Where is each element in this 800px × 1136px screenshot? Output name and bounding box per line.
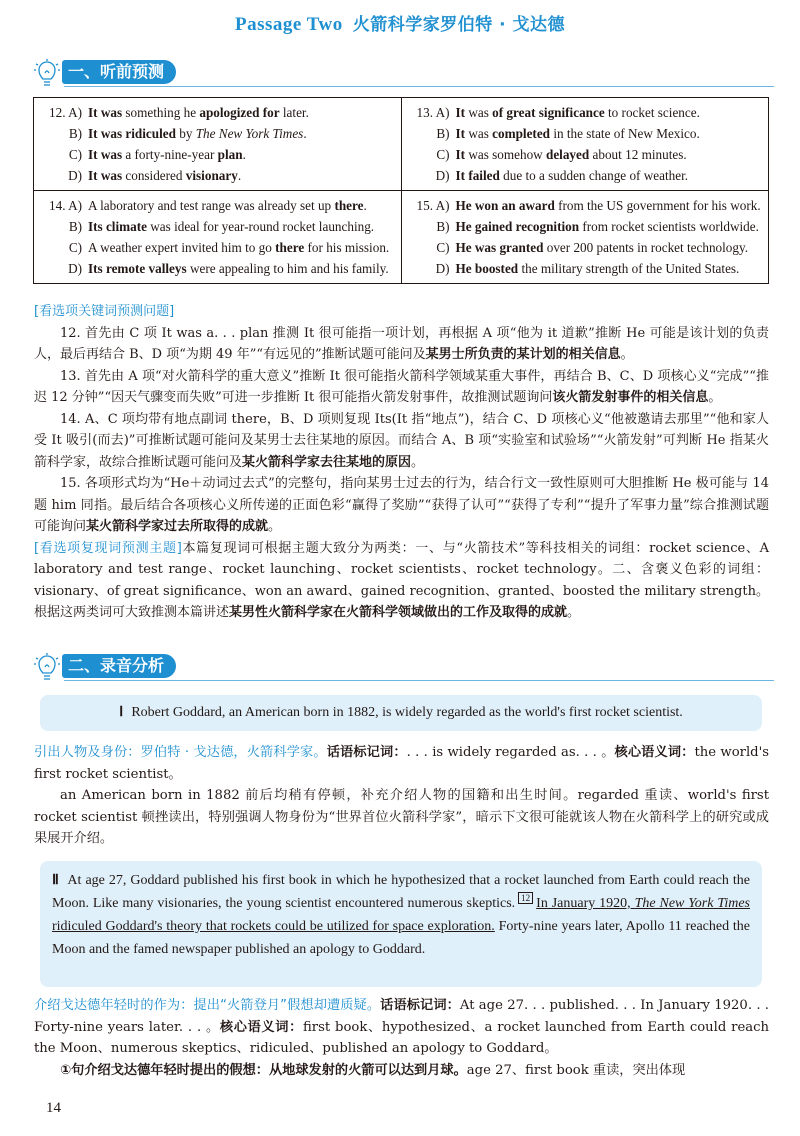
section-header-prediction xyxy=(34,58,774,88)
options-table xyxy=(33,97,769,284)
section-divider xyxy=(64,680,774,681)
recording-analysis-2: 介绍戈达德年轻时的作为：提出“火箭登月”假想却遭质疑。话语标记词：At age 27. . . published. . . In January 1920. . . Forty-nine years later. . . 。核心语义词：first book、hypothesized、a rocket launched from Earth could reach the Moon、numerous skeptics、ridiculed、published an apology to Goddard。 ①句介绍戈达德年轻时提出的假想：从地球发射的火箭可以达到月球。age 27、first book 重读，突出体现 xyxy=(34,998,770,1078)
analysis-block xyxy=(34,301,769,624)
question-13-cell xyxy=(401,98,769,191)
transcript-box-2: Ⅱ At age 27, Goddard published his first book in which he hypothesized that a rocket launched from Earth could reach the Moon. Like many visionaries, the young scientist encountered numerous skeptics. 12 In January 1920, The New York Times ridiculed Goddard's theory that rockets could be utilized for space exploration. Forty-nine years later, Apollo 11 reached the Moon and the famed newspaper published an apology to Goddard. xyxy=(40,861,762,987)
option-12b: B) It was ridiculed by The New York Times. xyxy=(68,126,307,141)
option-13d: D) It failed due to a sudden change of weather. xyxy=(435,168,689,183)
lightbulb-icon xyxy=(34,58,60,88)
option-14a: 14. A) A laboratory and test range was already set up there. xyxy=(49,198,367,213)
option-15a: 15. A) He won an award from the US government for his work. xyxy=(416,198,761,213)
analysis-theme: [看选项复现词预测主题]本篇复现词可根据主题大致分为两类：一、与“火箭技术”等科技相关的词组：rocket science、A laboratory and test range、rocket launching、rocket scientists、rocket technology。二、含褒义色彩的词组：visionary、of great significance、won an award、gained recognition、granted、boosted the military strength。根据这两类词可大致推测本篇讲述某男性火箭科学家在火箭科学领域做出的工作及取得的成就。 xyxy=(34,540,769,620)
question-15-cell xyxy=(401,191,769,284)
section-divider xyxy=(64,86,774,87)
section-label: 二、录音分析 xyxy=(62,654,176,678)
option-14b: B) Its climate was ideal for year-round rocket launching. xyxy=(68,219,375,234)
question-12-cell xyxy=(34,98,402,191)
option-13b: B) It was completed in the state of New Mexico. xyxy=(436,126,700,141)
recording-analysis-1: 引出人物及身份：罗伯特 · 戈达德，火箭科学家。话语标记词：. . . is widely regarded as. . . 。核心语义词：the world's first rocket scientist。 an American born in 1882 前后均稍有停顿，补充介绍人物的国籍和出生时间。regarded 重读、world's first rocket scientist 顿挫读出，特别强调人物身份为“世界首位火箭科学家”，暗示下文很可能就该人物在火箭科学上的研究或成果展开介绍。 xyxy=(34,745,769,846)
section-header-recording xyxy=(34,652,774,682)
option-14d: D) Its remote valleys were appealing to him and his family. xyxy=(68,261,389,276)
analysis-q14: 14. A、C 项均带有地点副词 there，B、D 项则复现 Its(It 指“地点”)，结合 C、D 项核心义“他被邀请去那里”“他和家人受 It 吸引(而去)”可推断试题可能问及某男士去往某地的原因。而结合 A、B 项“实验室和试验场”“火箭发射”可判断 He 指某火箭科学家，故综合推断试题可能问及某火箭科学家去往某地的原因。 xyxy=(34,411,769,470)
option-14c: C) A weather expert invited him to go there for his mission. xyxy=(68,240,390,255)
title-english: Passage Two xyxy=(234,14,343,35)
option-12c: C) It was a forty-nine-year plan. xyxy=(68,147,246,162)
option-15b: B) He gained recognition from rocket scientists worldwide. xyxy=(436,219,759,234)
question-marker-12: 12 xyxy=(518,892,533,904)
transcript-box-1: Ⅰ Robert Goddard, an American born in 1882, is widely regarded as the world's first rocket scientist. xyxy=(40,695,762,731)
page-number: 14 xyxy=(46,1100,61,1116)
lightbulb-icon xyxy=(34,652,60,682)
option-15d: D) He boosted the military strength of the United States. xyxy=(435,261,740,276)
option-15c: C) He was granted over 200 patents in rocket technology. xyxy=(436,240,749,255)
analysis-q12: 12. 首先由 C 项 It was a. . . plan 推测 It 很可能指一项计划，再根据 A 项“他为 it 道歉”推断 He 可能是该计划的负责人，最后再结合 B、D 项“为期 49 年”“有远见的”推断试题可能问及某男士所负责的某计划的相关信息。 xyxy=(34,325,769,362)
title-chinese: 火箭科学家罗伯特 · 戈达德 xyxy=(352,15,565,35)
analysis-q13: 13. 首先由 A 项“对火箭科学的重大意义”推断 It 很可能指火箭科学领域某重大事件，再结合 B、C、D 项核心义“完成”“推迟 12 分钟”“因天气骤变而失败”可进一步推断 It 很可能指火箭发射事件，故推测试题询问该火箭发射事件的相关信息。 xyxy=(34,368,769,405)
option-12d: D) It was considered visionary. xyxy=(68,168,242,183)
question-14-cell xyxy=(34,191,402,284)
keyword-prediction-tag: [看选项关键词预测问题] xyxy=(34,304,175,319)
option-13a: 13. A) It was of great significance to rocket science. xyxy=(416,105,700,120)
section-label: 一、听前预测 xyxy=(62,60,176,84)
page-title xyxy=(0,10,800,36)
analysis-q15: 15. 各项形式均为“He＋动词过去式”的完整句，指向某男士过去的行为，结合行文一致性原则可大胆推断 He 极可能与 14 题 him 同指。最后结合各项核心义所传递的正面色彩“赢得了奖励”“获得了认可”“获得了专利”“提升了军事力量”综合推测试题可能询问某火箭科学家过去所取得的成就。 xyxy=(34,476,769,534)
option-13c: C) It was somehow delayed about 12 minutes. xyxy=(436,147,687,162)
option-12a: 12. A) It was something he apologized for later. xyxy=(49,105,309,120)
